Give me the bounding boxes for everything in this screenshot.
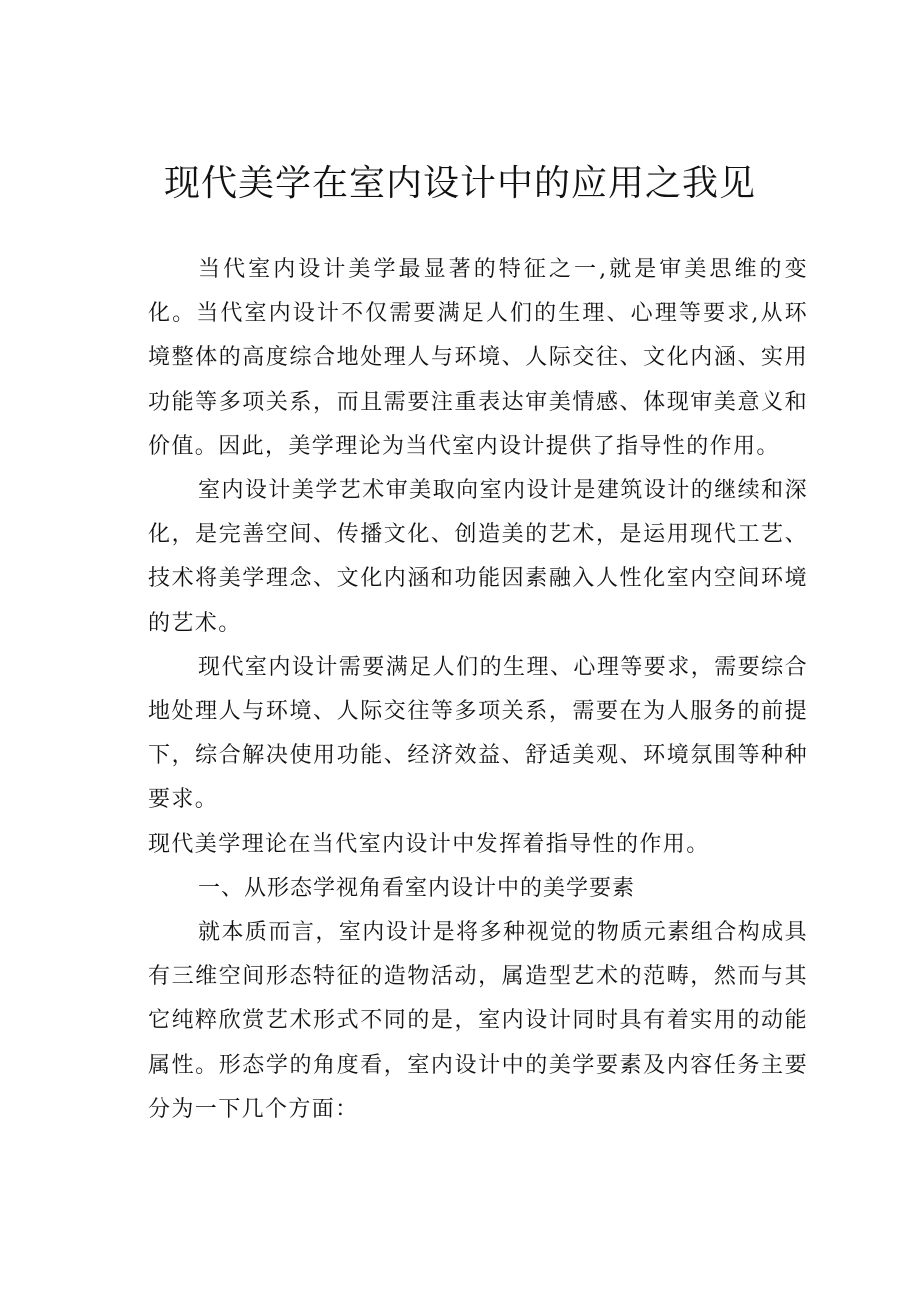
section-heading: 一、从形态学视角看室内设计中的美学要素 (198, 875, 636, 901)
paragraph: 就本质而言，室内设计是将多种视觉的物质元素组合构成具有三维空间形态特征的造物活动，属造型艺术的范畴，然而与其它纯粹欣赏艺术形式不同的是，室内设计同时具有着实用的动能属性。形态学的角度看，室内设计中的美学要素及内容任务主要分为一下几个方面： (148, 920, 808, 1122)
document-title: 现代美学在室内设计中的应用之我见 (163, 163, 756, 204)
paragraph: 现代美学理论在当代室内设计中发挥着指导性的作用。 (148, 831, 710, 857)
paragraph: 现代室内设计需要满足人们的生理、心理等要求，需要综合地处理人与环境、人际交往等多项关系，需要在为人服务的前提下，综合解决使用功能、经济效益、舒适美观、环境氛围等种种要求。 (148, 654, 808, 813)
paragraph: 当代室内设计美学最显著的特征之一,就是审美思维的变化。当代室内设计不仅需要满足人们的生理、心理等要求,从环境整体的高度综合地处理人与环境、人际交往、文化内涵、实用功能等多项关系，而且需要注重表达审美情感、体现审美意义和价值。因此，美学理论为当代室内设计提供了指导性的作用。 (148, 257, 808, 459)
document-body (148, 248, 808, 1132)
paragraph: 室内设计美学艺术审美取向室内设计是建筑设计的继续和深化，是完善空间、传播文化、创造美的艺术，是运用现代工艺、技术将美学理念、文化内涵和功能因素融入人性化室内空间环境的艺术。 (148, 478, 808, 636)
